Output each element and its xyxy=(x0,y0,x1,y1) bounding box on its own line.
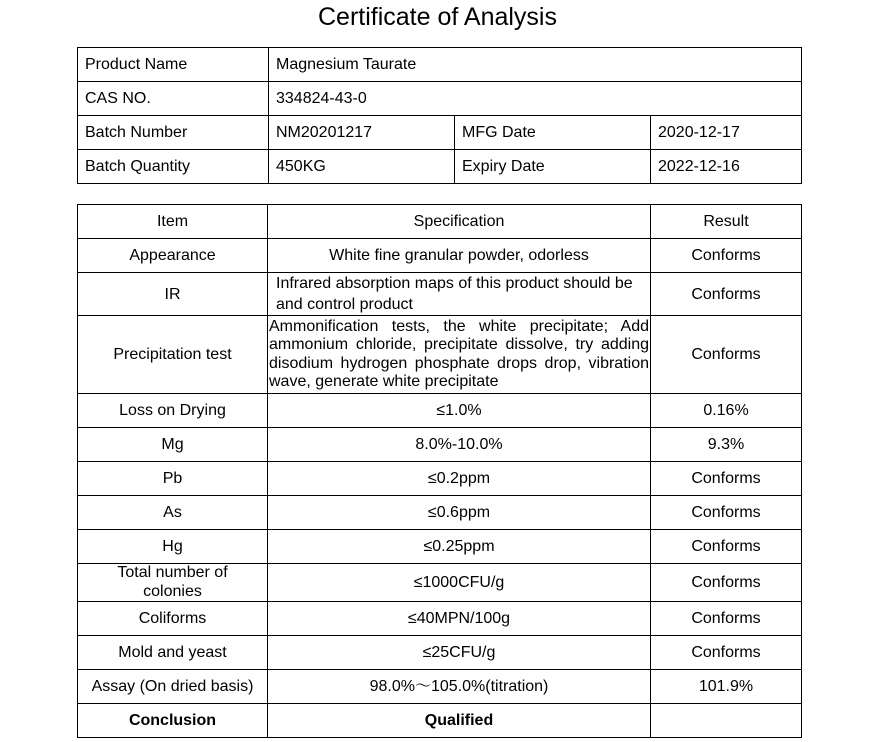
spec-cell: ≤0.25ppm xyxy=(268,530,651,564)
table-row xyxy=(78,273,802,316)
item-cell: Precipitation test xyxy=(78,316,268,394)
result-cell: Conforms xyxy=(651,273,802,316)
cas-label: CAS NO. xyxy=(78,82,269,116)
mfg-date-value: 2020-12-17 xyxy=(651,116,802,150)
spec-cell: 8.0%-10.0% xyxy=(268,428,651,462)
result-cell: Conforms xyxy=(651,462,802,496)
item-cell: Pb xyxy=(78,462,268,496)
item-cell: Coliforms xyxy=(78,602,268,636)
table-row xyxy=(78,530,802,564)
spec-cell: Infrared absorption maps of this product should be and control product xyxy=(268,273,651,316)
spec-cell: ≤1.0% xyxy=(268,394,651,428)
spec-cell: ≤0.6ppm xyxy=(268,496,651,530)
item-cell: Loss on Drying xyxy=(78,394,268,428)
batch-number-label: Batch Number xyxy=(78,116,269,150)
spec-cell: ≤1000CFU/g xyxy=(268,564,651,602)
table-row xyxy=(78,428,802,462)
conclusion-label: Conclusion xyxy=(78,704,268,738)
result-cell: Conforms xyxy=(651,239,802,273)
result-cell: 0.16% xyxy=(651,394,802,428)
conclusion-value: Qualified xyxy=(268,704,651,738)
result-cell: Conforms xyxy=(651,496,802,530)
spec-cell: ≤0.2ppm xyxy=(268,462,651,496)
page-title: Certificate of Analysis xyxy=(318,3,557,31)
specification-table xyxy=(77,204,802,738)
table-row xyxy=(78,239,802,273)
header-result: Result xyxy=(651,205,802,239)
spec-cell: Ammonification tests, the white precipitate; Add ammonium chloride, precipitate dissolve, try adding disodium hydrogen phosphate drops drop, vibration wave, generate white precipitate xyxy=(268,316,651,394)
table-row xyxy=(78,116,802,150)
mfg-date-label: MFG Date xyxy=(455,116,651,150)
table-row xyxy=(78,316,802,394)
item-cell: Total number of colonies xyxy=(78,564,268,602)
result-cell: Conforms xyxy=(651,636,802,670)
spec-cell: White fine granular powder, odorless xyxy=(268,239,651,273)
product-name-label: Product Name xyxy=(78,48,269,82)
table-row xyxy=(78,462,802,496)
table-row xyxy=(78,394,802,428)
item-cell: Assay (On dried basis) xyxy=(78,670,268,704)
batch-quantity-value: 450KG xyxy=(269,150,455,184)
table-row xyxy=(78,636,802,670)
item-cell: As xyxy=(78,496,268,530)
item-cell: Hg xyxy=(78,530,268,564)
spec-cell: ≤40MPN/100g xyxy=(268,602,651,636)
table-row xyxy=(78,496,802,530)
expiry-date-label: Expiry Date xyxy=(455,150,651,184)
batch-number-value: NM20201217 xyxy=(269,116,455,150)
result-cell: Conforms xyxy=(651,564,802,602)
result-cell: 101.9% xyxy=(651,670,802,704)
product-name-value: Magnesium Taurate xyxy=(269,48,802,82)
result-cell: Conforms xyxy=(651,316,802,394)
item-cell: Mold and yeast xyxy=(78,636,268,670)
item-cell: Mg xyxy=(78,428,268,462)
conclusion-empty-cell xyxy=(651,704,802,738)
batch-quantity-label: Batch Quantity xyxy=(78,150,269,184)
header-item: Item xyxy=(78,205,268,239)
table-row xyxy=(78,150,802,184)
spec-cell: 98.0%～105.0%(titration) xyxy=(268,670,651,704)
conclusion-row xyxy=(78,704,802,738)
product-info-table xyxy=(77,47,802,184)
table-row xyxy=(78,564,802,602)
result-cell: Conforms xyxy=(651,602,802,636)
item-cell: Appearance xyxy=(78,239,268,273)
table-row xyxy=(78,602,802,636)
result-cell: 9.3% xyxy=(651,428,802,462)
table-row xyxy=(78,48,802,82)
table-header-row xyxy=(78,205,802,239)
cas-value: 334824-43-0 xyxy=(269,82,802,116)
expiry-date-value: 2022-12-16 xyxy=(651,150,802,184)
header-specification: Specification xyxy=(268,205,651,239)
table-row xyxy=(78,670,802,704)
spec-cell: ≤25CFU/g xyxy=(268,636,651,670)
result-cell: Conforms xyxy=(651,530,802,564)
item-cell: IR xyxy=(78,273,268,316)
table-row xyxy=(78,82,802,116)
